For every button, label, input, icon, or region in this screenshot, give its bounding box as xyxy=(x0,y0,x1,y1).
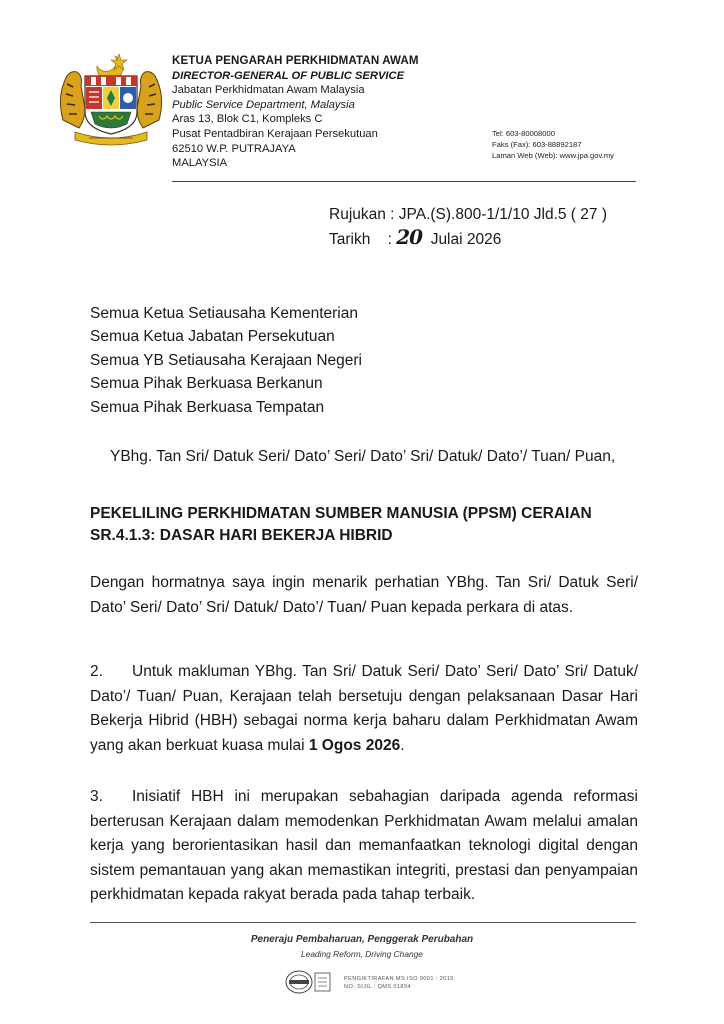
contact-tel: Tel: 603-80008000 xyxy=(492,129,555,138)
date-day-handwritten: 20 xyxy=(396,225,423,249)
paragraph-2-text: Untuk makluman YBhg. Tan Sri/ Datuk Seri/ Dato’ Seri/ Dato’ Sri/ Datuk/ Dato’/ Tuan/ Puan, Kerajaan telah bersetuju dengan pelaksanaan Dasar Hari Bekerja Hibrid (HBH) sebagai norma kerja baharu dalam Perkhidmatan Awam yang akan berkuat kuasa mulai xyxy=(90,663,638,754)
reference-number: Rujukan : JPA.(S).800-1/1/10 Jld.5 ( 27 ) xyxy=(329,206,607,223)
contact-fax: Faks (Fax): 603-88892187 xyxy=(492,140,582,150)
recipient-line: Semua YB Setiausaha Kerajaan Negeri xyxy=(90,351,362,369)
malaysia-coat-of-arms-icon xyxy=(55,50,167,146)
cert-line: NO. SIJIL : QMS 01894 xyxy=(344,984,411,990)
recipient-list xyxy=(90,302,362,419)
letterhead xyxy=(172,54,419,171)
paragraph-3-text: Inisiatif HBH ini merupakan sebahagian daripada agenda reformasi berterusan Kerajaan dalam memodenkan Perkhidmatan Awam melalui amalan kerja yang berorientasikan hasil dan memanfaatkan teknologi digital dengan sistem pemantauan yang akan memastikan integriti, prestasi dan penyampaian perkhidmatan kepada rakyat berada pada tahap terbaik. xyxy=(90,788,638,904)
paragraph-2 xyxy=(90,660,638,758)
paragraph-number: 3. xyxy=(90,788,103,805)
paragraph-3 xyxy=(90,785,638,908)
address-line: MALAYSIA xyxy=(172,157,228,170)
recipient-line: Semua Pihak Berkuasa Berkanun xyxy=(90,375,323,393)
recipient-line: Semua Pihak Berkuasa Tempatan xyxy=(90,398,325,416)
header-divider xyxy=(172,181,636,182)
subject-line: SR.4.1.3: DASAR HARI BEKERJA HIBRID xyxy=(90,526,393,544)
reference-block xyxy=(329,203,607,251)
salutation: YBhg. Tan Sri/ Datuk Seri/ Dato’ Seri/ Dato’ Sri/ Datuk/ Dato’/ Tuan/ Puan, xyxy=(110,448,616,465)
contact-info xyxy=(492,128,614,162)
certification-text xyxy=(344,975,454,991)
paragraph-2-end: . xyxy=(400,736,405,754)
recipient-line: Semua Ketua Jabatan Persekutuan xyxy=(90,328,335,346)
cert-line: PENGIKTIRAFAN MS ISO 9001 : 2015 xyxy=(344,976,454,982)
letterhead-title-ms: KETUA PENGARAH PERKHIDMATAN AWAM xyxy=(172,54,419,67)
letterhead-dept-en: Public Service Department, Malaysia xyxy=(172,98,355,111)
date-line xyxy=(329,226,607,251)
subject-heading xyxy=(90,503,638,546)
date-label: Tarikh xyxy=(329,231,371,248)
letterhead-title-en: DIRECTOR-GENERAL OF PUBLIC SERVICE xyxy=(172,69,405,82)
iso-certification-logo-icon xyxy=(283,969,333,995)
effective-date: 1 Ogos 2026 xyxy=(308,736,401,754)
address-line: Aras 13, Blok C1, Kompleks C xyxy=(172,113,323,126)
date-month-year: Julai 2026 xyxy=(430,231,502,248)
footer-motto-en: Leading Reform, Driving Change xyxy=(301,949,423,959)
contact-web: Laman Web (Web): www.jpa.gov.my xyxy=(492,151,614,161)
footer-motto-ms: Peneraju Pembaharuan, Penggerak Perubahan xyxy=(250,934,474,945)
letterhead-dept-ms: Jabatan Perkhidmatan Awam Malaysia xyxy=(172,84,365,97)
paragraph-1: Dengan hormatnya saya ingin menarik perhatian YBhg. Tan Sri/ Datuk Seri/ Dato’ Seri/ Dato’ Sri/ Datuk/ Dato’/ Tuan/ Puan kepada perkara di atas. xyxy=(90,574,638,616)
subject-line: PEKELILING PERKHIDMATAN SUMBER MANUSIA (PPSM) CERAIAN xyxy=(90,505,592,522)
footer-divider xyxy=(90,922,636,923)
address-line: Pusat Pentadbiran Kerajaan Persekutuan xyxy=(172,127,378,140)
recipient-line: Semua Ketua Setiausaha Kementerian xyxy=(90,305,358,322)
paragraph-number: 2. xyxy=(90,663,103,680)
address-line: 62510 W.P. PUTRAJAYA xyxy=(172,142,296,155)
date-separator: : xyxy=(387,231,392,248)
